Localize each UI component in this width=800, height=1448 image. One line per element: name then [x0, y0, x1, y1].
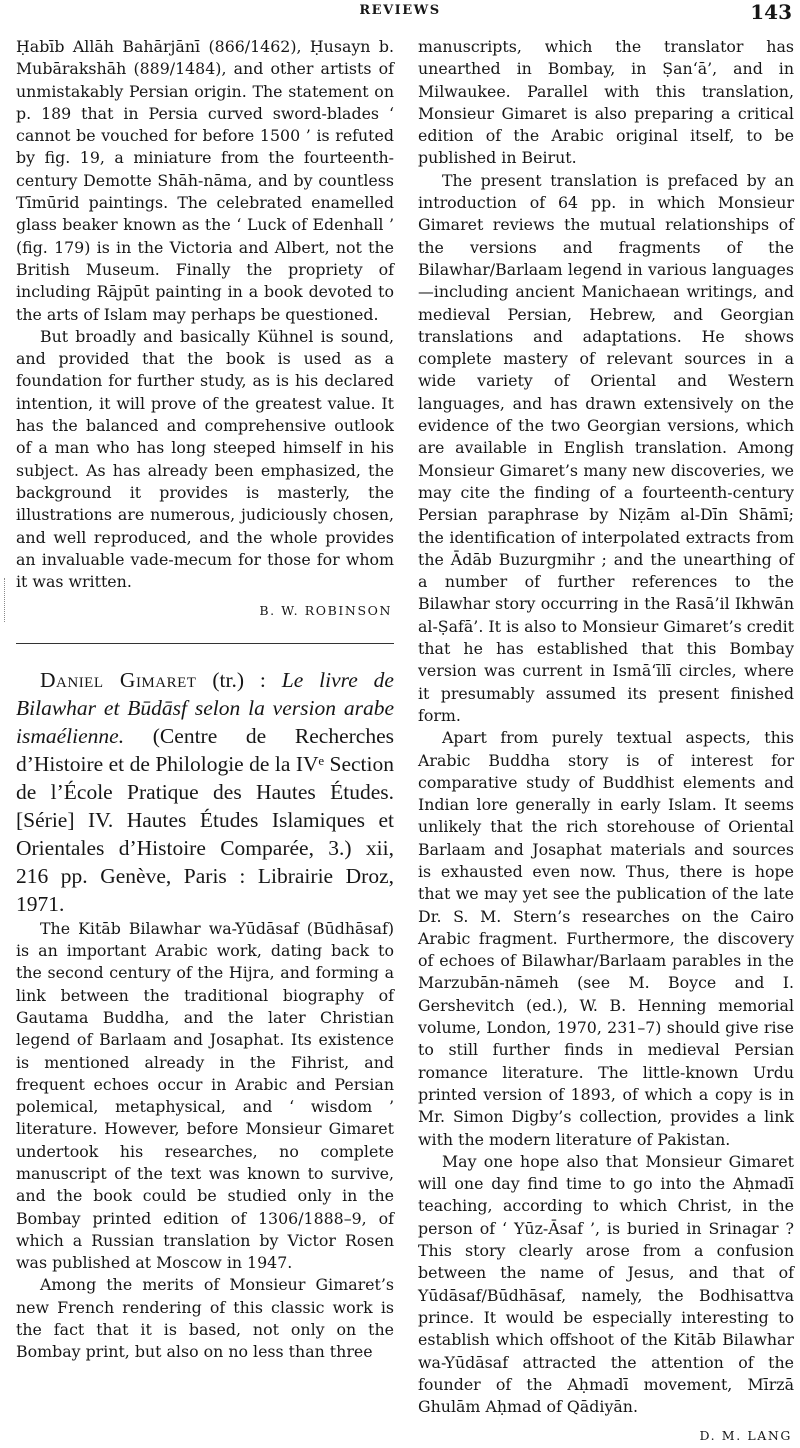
review2-paragraph-hope: May one hope also that Monsieur Gimaret will one day find time to go into the Aḥmadī teaching, according to which Christ, in the person of ‘ Yūz-Āsaf ’, is buried in Srinagar ? This story clearly arose from a confusion between the name of Jesus, and that of Yūdāsaf/Būdhāsaf, namely, the Bodhisattva prince. It would be especially interesting to establish which offshoot of the Kitāb Bilawhar wa-Yūdāsaf attracted the attention of the founder of the Aḥmadī movement, Mīrzā Ghulām Aḥmad of Qādiyān.: [418, 1151, 794, 1417]
review2-paragraph-2-start: Among the merits of Monsieur Gimaret’s new French rendering of this classic work is the fact that it is based, not only on the Bombay print, but also on no less than three: [16, 1275, 394, 1362]
running-head-title: REVIEWS: [359, 3, 441, 18]
book-role: (tr.) :: [196, 667, 282, 692]
review2-paragraph-1: The Kitāb Bilawhar wa-Yūdāsaf (Būdhāsaf) is an important Arabic work, dating back to the second century of the Hijra, and forming a link between the traditional biography of Gautama Buddha, and the later Christian legend of Barlaam and Josaphat. Its existence is mentioned already in the Fihrist, and frequent echoes occur in Arabic and Persian polemical, metaphysical, and ‘ wisdom ’ literature. However, before Monsieur Gimaret undertook his researches, no complete manuscript of the text was known to survive, and the book could be studied only in the Bombay printed edition of 1306/1888–9, of which a Russian translation by Victor Rosen was published at Moscow in 1947.: [16, 918, 394, 1273]
review1-paragraph-continued: Ḥabīb Allāh Bahārjānī (866/1462), Ḥusayn b. Mubārakshāh (889/1484), and other artists of unmistakably Persian origin. The statement on p. 189 that in Persia curved sword-blades ‘ cannot be vouched for before 1500 ’ is refuted by fig. 19, a miniature from the fourteenth-century Demotte Shāh-nāma, and by countless Tīmūrid paintings. The celebrated enamelled glass beaker known as the ‘ Luck of Edenhall ’ (fig. 179) is in the Victoria and Albert, not the British Museum. Finally the propriety of including Rājpūt painting in a book devoted to the arts of Islam may perhaps be questioned.: [16, 37, 394, 324]
book-details: (Centre de Recherches d’Histoire et de Philologie de la IVᵉ Section de l’École Pratique des Hautes Études. [Série] IV. Hautes Études Islamiques et Orientales d’Histoire Comparée, 3.) xii, 216 pp. Genève, Paris : Librairie Droz, 1971.: [16, 723, 394, 916]
review2-paragraph-2-continued: manuscripts, which the translator has unearthed in Bombay, in Ṣan‘ā’, and in Milwaukee. Parallel with this translation, Monsieur Gimaret is also preparing a critical edition of the Arabic original itself, to be published in Beirut.: [418, 37, 794, 168]
left-column: [16, 36, 394, 1364]
page-number: 143: [750, 0, 792, 24]
right-column: [418, 36, 794, 1448]
margin-mark: [4, 578, 7, 622]
review1-paragraph-final: But broadly and basically Kühnel is sound, and provided that the book is used as a foundation for further study, as is his declared intention, it will prove of the greatest value. It has the balanced and comprehensive outlook of a man who has long steeped himself in his subject. As has already been emphasized, the background it provides is masterly, the illustrations are numerous, judiciously chosen, and well reproduced, and the whole provides an invaluable vade-mecum for those for whom it was written.: [16, 326, 394, 592]
book-title: Le livre de Bilawhar et Būdāsf selon la version arabe ismaélienne.: [16, 667, 394, 748]
review2-paragraph-textual: Apart from purely textual aspects, this Arabic Buddha story is of interest for comparative study of Buddhist elements and Indian lore generally in early Islam. It seems unlikely that the rich storehouse of Oriental Barlaam and Josaphat materials and sources is exhausted even now. Thus, there is hope that we may yet see the publication of the late Dr. S. M. Stern’s researches on the Cairo Arabic fragment. Furthermore, the discovery of echoes of Bilawhar/Barlaam parables in the Marzubān-nāmeh (see M. Boyce and I. Gershevitch (ed.), W. B. Henning memorial volume, London, 1970, 231–7) should give rise to still further finds in medieval Persian romance literature. The little-known Urdu printed version of 1893, of which a copy is in Mr. Simon Digby’s collection, provides a link with the modern literature of Pakistan.: [418, 728, 794, 1149]
book-author: Daniel Gimaret: [40, 667, 197, 692]
section-divider: [16, 643, 394, 644]
review2-signature: D. M. LANG: [699, 1428, 792, 1444]
review1-signature: B. W. ROBINSON: [259, 603, 392, 619]
running-head: [0, 0, 800, 26]
review2-paragraph-introduction: The present translation is prefaced by an introduction of 64 pp. in which Monsieur Gimaret reviews the mutual relationships of the versions and fragments of the Bilawhar/Barlaam legend in various languages—including ancient Manichaean writings, and medieval Persian, Hebrew, and Georgian translations and adaptations. He shows complete mastery of relevant sources in a wide variety of Oriental and Western languages, and has drawn extensively on the evidence of the two Georgian versions, which are available in English translation. Among Monsieur Gimaret’s many new discoveries, we may cite the finding of a fourteenth-century Persian paraphrase by Niẓām al-Dīn Shāmī; the identification of interpolated extracts from the Ādāb Buzurgmihr ; and the unearthing of a number of further references to the Bilawhar story occurring in the Rasā’il Ikhwān al-Ṣafā’. It is also to Monsieur Gimaret’s credit that he has established that this Bombay version was current in Ismā‘īlī circles, where it presumably assumed its present finished form.: [418, 170, 794, 725]
book-citation-header: [16, 666, 394, 918]
